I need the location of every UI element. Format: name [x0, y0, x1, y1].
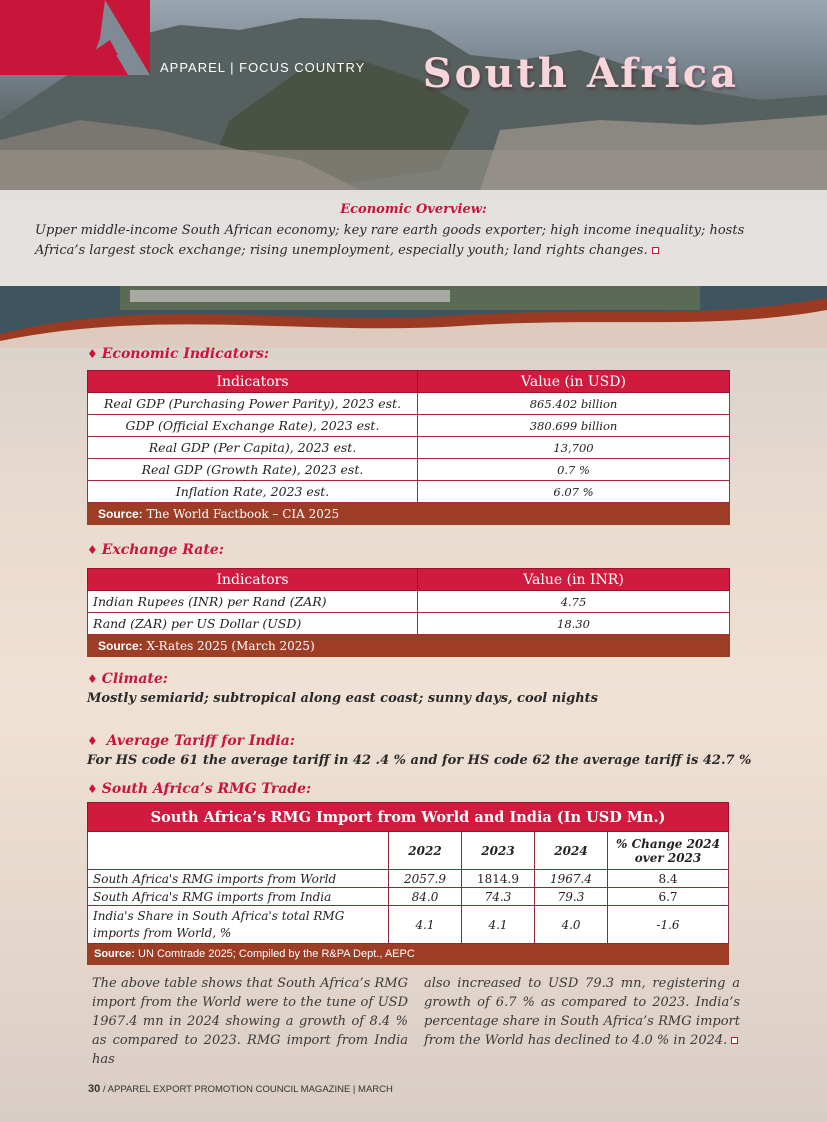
table-row: [88, 870, 729, 888]
hero-image: [0, 0, 827, 190]
tariff-heading: [87, 733, 295, 749]
value-cell: 2057.9: [389, 870, 462, 888]
shoreline-image: [0, 286, 827, 348]
rmg-header-row: [88, 832, 729, 870]
source-label: Source:: [98, 506, 143, 521]
rmg-table-caption: South Africa’s RMG Import from World and India (In USD Mn.): [88, 803, 729, 832]
indicator-value: 380.699 billion: [418, 415, 730, 437]
indicator-label: GDP (Official Exchange Rate), 2023 est.: [88, 415, 418, 437]
end-mark-icon: [652, 247, 659, 254]
table-row: [88, 906, 729, 944]
tariff-text: For HS code 61 the average tariff in 42 .4 % and for HS code 62 the average tariff is 42.7 %: [87, 753, 752, 768]
change-cell: 8.4: [608, 870, 729, 888]
change-header: % Change 2024 over 2023: [608, 832, 729, 870]
source-label: Source:: [94, 948, 135, 960]
page-title: South Africa: [422, 50, 739, 97]
source-text: X-Rates 2025 (March 2025): [146, 638, 315, 653]
tariff-title: Average Tariff for India:: [106, 733, 295, 749]
indicator-value: 865.402 billion: [418, 393, 730, 415]
indicator-label: Real GDP (Purchasing Power Parity), 2023 est.: [88, 393, 418, 415]
table-row: [88, 591, 730, 613]
coast-illustration: [0, 286, 827, 348]
indicator-value: 6.07 %: [418, 481, 730, 503]
indicator-label: Indian Rupees (INR) per Rand (ZAR): [88, 591, 418, 613]
indicator-value: 0.7 %: [418, 459, 730, 481]
economic-indicators-heading: [87, 346, 269, 362]
source-text: UN Comtrade 2025; Compiled by the R&PA Dept., AEPC: [138, 948, 415, 960]
table-row: [88, 437, 730, 459]
row-label: South Africa's RMG imports from World: [88, 870, 389, 888]
table-row: [88, 393, 730, 415]
diamond-bullet-icon: ♦: [87, 672, 98, 686]
table-row: [88, 888, 729, 906]
summary-right-text: also increased to USD 79.3 mn, registering a growth of 6.7 % as compared to 2023. India’s percentage share in South Africa’s RMG import from the World has declined to 4.0 % in 2024.: [424, 976, 740, 1048]
climate-title: Climate:: [101, 671, 168, 687]
overview-heading: Economic Overview:: [340, 202, 487, 217]
change-cell: -1.6: [608, 906, 729, 944]
diamond-bullet-icon: ♦: [87, 347, 98, 361]
climate-text: Mostly semiarid; subtropical along east coast; sunny days, cool nights: [87, 691, 598, 706]
exchange-rate-heading: [87, 542, 224, 558]
indicator-value: 13,700: [418, 437, 730, 459]
year-header: 2022: [389, 832, 462, 870]
row-label: India's Share in South Africa's total RMG imports from World, %: [88, 906, 389, 944]
value-cell: 4.1: [389, 906, 462, 944]
footer-text: / APPAREL EXPORT PROMOTION COUNCIL MAGAZINE | MARCH: [102, 1084, 393, 1095]
diamond-bullet-icon: ♦: [87, 734, 98, 748]
value-cell: 84.0: [389, 888, 462, 906]
page-footer: [88, 1083, 393, 1095]
table-row: [88, 459, 730, 481]
summary-right: [424, 974, 740, 1069]
rmg-table: [87, 802, 729, 965]
overview-text: [35, 221, 791, 261]
section-kicker: APPAREL | FOCUS COUNTRY: [160, 60, 366, 75]
page-number: 30: [88, 1083, 101, 1095]
col-header-indicators: Indicators: [88, 569, 418, 591]
indicator-label: Real GDP (Growth Rate), 2023 est.: [88, 459, 418, 481]
overview-body: Upper middle-income South African economy; key rare earth goods exporter; high income inequality; hosts Africa’s largest stock exchange; rising unemployment, especially youth; land rights changes.: [35, 223, 745, 258]
economic-indicators-table: [87, 370, 730, 525]
exchange-rate-title: Exchange Rate:: [101, 542, 224, 558]
indicator-label: Rand (ZAR) per US Dollar (USD): [88, 613, 418, 635]
source-row: [88, 944, 729, 965]
indicator-value: 4.75: [418, 591, 730, 613]
empty-header-cell: [88, 832, 389, 870]
aepc-logo: [0, 0, 150, 75]
row-label: South Africa's RMG imports from India: [88, 888, 389, 906]
climate-heading: [87, 671, 168, 687]
value-cell: 79.3: [535, 888, 608, 906]
value-cell: 1814.9: [462, 870, 535, 888]
rmg-heading: [87, 781, 311, 797]
change-cell: 6.7: [608, 888, 729, 906]
col-header-value: Value (in INR): [418, 569, 730, 591]
value-cell: 4.0: [535, 906, 608, 944]
summary-left: The above table shows that South Africa’s RMG import from the World were to the tune of USD 1967.4 mn in 2024 showing a growth of 8.4 % as compared to 2023. RMG import from India has: [92, 976, 408, 1067]
source-row: [88, 635, 730, 657]
table-row: [88, 613, 730, 635]
table-row: [88, 415, 730, 437]
col-header-indicators: Indicators: [88, 371, 418, 393]
economic-overview-box: [0, 190, 827, 288]
year-header: 2023: [462, 832, 535, 870]
indicator-label: Real GDP (Per Capita), 2023 est.: [88, 437, 418, 459]
table-row: [88, 481, 730, 503]
value-cell: 1967.4: [535, 870, 608, 888]
col-header-value: Value (in USD): [418, 371, 730, 393]
end-mark-icon: [731, 1037, 738, 1044]
source-text: The World Factbook – CIA 2025: [146, 506, 340, 521]
value-cell: 4.1: [462, 906, 535, 944]
source-label: Source:: [98, 638, 143, 653]
year-header: 2024: [535, 832, 608, 870]
economic-indicators-title: Economic Indicators:: [101, 346, 270, 362]
diamond-bullet-icon: ♦: [87, 543, 98, 557]
indicator-label: Inflation Rate, 2023 est.: [88, 481, 418, 503]
value-cell: 74.3: [462, 888, 535, 906]
source-row: [88, 503, 730, 525]
indicator-value: 18.30: [418, 613, 730, 635]
rmg-title: South Africa’s RMG Trade:: [101, 781, 312, 797]
exchange-rate-table: [87, 568, 730, 657]
diamond-bullet-icon: ♦: [87, 782, 98, 796]
summary-columns: [92, 974, 740, 1069]
